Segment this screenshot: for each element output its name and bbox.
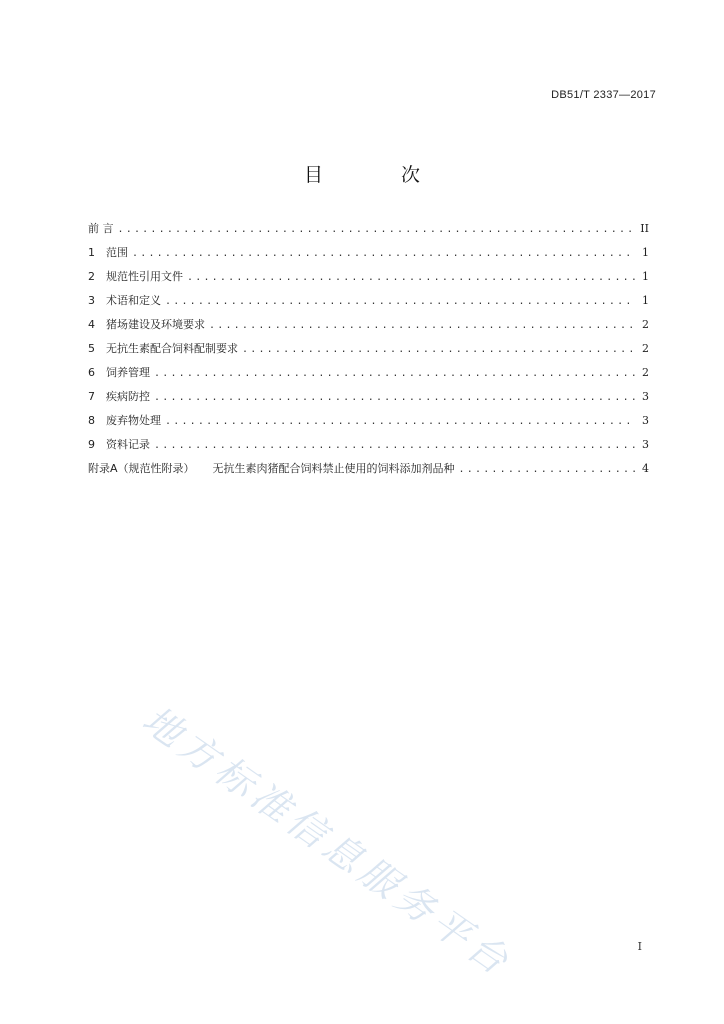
page-number: I — [637, 940, 642, 953]
toc-entry-page: 1 — [642, 270, 649, 283]
toc-entry-disease-control[interactable] — [88, 385, 649, 409]
toc-entry-feeding-management[interactable] — [88, 361, 649, 385]
toc-entry-number: 1 — [88, 246, 95, 259]
toc-entry-number: 8 — [88, 414, 95, 427]
toc-leader-dots — [242, 338, 635, 362]
toc-entry-page: 2 — [642, 318, 649, 331]
toc-entry-normative-references[interactable] — [88, 265, 649, 289]
toc-entry-page: 1 — [642, 294, 649, 307]
toc-entry-number: 2 — [88, 270, 95, 283]
toc-leader-dots — [154, 362, 635, 386]
toc-leader-dots — [187, 266, 635, 290]
toc-entry-number: 5 — [88, 342, 95, 355]
toc-entry-page: 2 — [642, 342, 649, 355]
toc-entry-appendix-a[interactable] — [88, 457, 649, 481]
toc-entry-label: 疾病防控 — [106, 390, 150, 403]
toc-entry-label: 范围 — [106, 246, 128, 259]
toc-leader-dots — [118, 218, 636, 242]
toc-leader-dots — [132, 242, 635, 266]
toc-entry-number: 6 — [88, 366, 95, 379]
toc-entry-waste-treatment[interactable] — [88, 409, 649, 433]
toc-entry-page: 3 — [642, 390, 649, 403]
toc-entry-feed-formulation[interactable] — [88, 337, 649, 361]
toc-leader-dots — [165, 290, 635, 314]
toc-entry-page: 1 — [642, 246, 649, 259]
toc-entry-number: 3 — [88, 294, 95, 307]
toc-entry-label: 前 言 — [88, 222, 114, 235]
toc-entry-foreword[interactable] — [88, 217, 649, 241]
toc-entry-terms-definitions[interactable] — [88, 289, 649, 313]
document-id: DB51/T 2337—2017 — [551, 89, 656, 101]
toc-leader-dots — [154, 386, 635, 410]
toc-entry-page: 3 — [642, 438, 649, 451]
toc-entry-label: 猪场建设及环境要求 — [106, 318, 205, 331]
toc-entry-page: II — [640, 222, 649, 235]
toc-leader-dots — [165, 410, 635, 434]
toc-leader-dots — [209, 314, 635, 338]
toc-leader-dots — [459, 458, 635, 482]
toc-entry-label: 术语和定义 — [106, 294, 161, 307]
toc-title: 目 次 — [303, 164, 457, 186]
toc-entry-records[interactable] — [88, 433, 649, 457]
toc-entry-label: 规范性引用文件 — [106, 270, 183, 283]
table-of-contents — [88, 217, 649, 481]
toc-entry-scope[interactable] — [88, 241, 649, 265]
toc-entry-page: 3 — [642, 414, 649, 427]
watermark-text: 地方标准信息服务平台 — [134, 697, 521, 986]
toc-entry-farm-construction[interactable] — [88, 313, 649, 337]
toc-entry-number: 7 — [88, 390, 95, 403]
toc-entry-label: 废弃物处理 — [106, 414, 161, 427]
toc-entry-label: 资料记录 — [106, 438, 150, 451]
toc-leader-dots — [154, 434, 635, 458]
toc-entry-label: 饲养管理 — [106, 366, 150, 379]
toc-entry-page: 2 — [642, 366, 649, 379]
toc-entry-appendix-label: 附录A（规范性附录） — [88, 462, 195, 475]
toc-entry-number: 9 — [88, 438, 95, 451]
toc-entry-page: 4 — [642, 462, 649, 475]
toc-entry-number: 4 — [88, 318, 95, 331]
toc-entry-label: 无抗生素配合饲料配制要求 — [106, 342, 238, 355]
toc-entry-label: 无抗生素肉猪配合饲料禁止使用的饲料添加剂品种 — [212, 462, 455, 475]
